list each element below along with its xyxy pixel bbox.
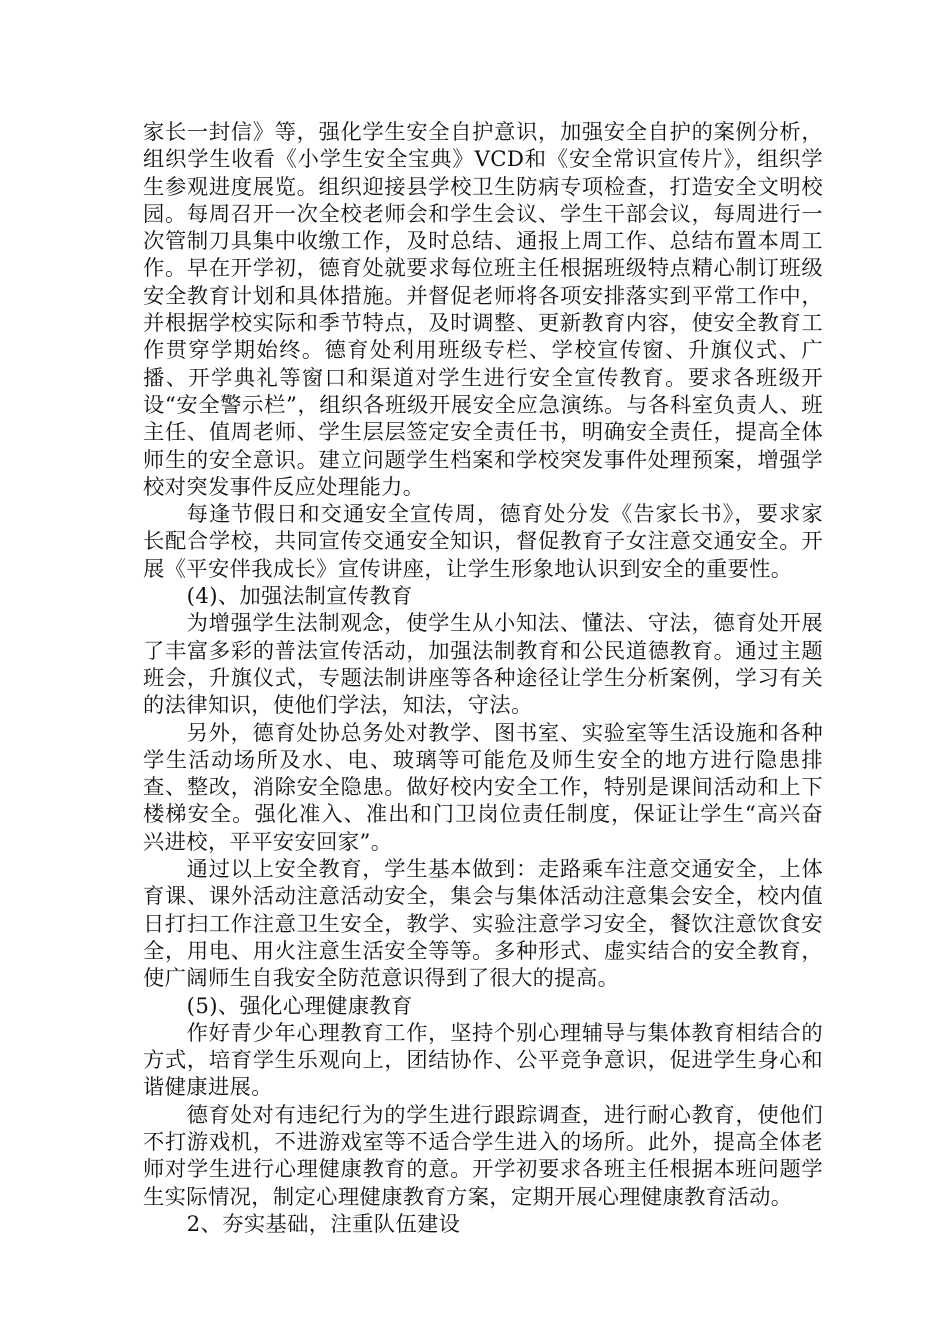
body-paragraph: 另外，德育处协总务处对教学、图书室、实验室等生活设施和各种学生活动场所及水、电、玻璃等可能危及师生安全的地方进行隐患排查、整改，消除安全隐患。做好校内安全工作，特别是课间活动和上下楼梯安全。强化准入、准出和门卫岗位责任制度，保证让学生“高兴奋兴进校，平平安安回家”。 bbox=[143, 720, 823, 855]
document-body bbox=[143, 119, 823, 1238]
body-paragraph: 家长一封信》等，强化学生安全自护意识，加强安全自护的案例分析，组织学生收看《小学生安全宝典》VCD和《安全常识宣传片》，组织学生参观进度展览。组织迎接县学校卫生防病专项检查，打造安全文明校园。每周召开一次全校老师会和学生会议、学生干部会议，每周进行一次管制刀具集中收缴工作，及时总结、通报上周工作、总结布置本周工作。早在开学初，德育处就要求每位班主任根据班级特点精心制订班级安全教育计划和具体措施。并督促老师将各项安排落实到平常工作中，并根据学校实际和季节特点，及时调整、更新教育内容，使安全教育工作贯穿学期始终。德育处利用班级专栏、学校宣传窗、升旗仪式、广播、开学典礼等窗口和渠道对学生进行安全宣传教育。要求各班级开设“安全警示栏”，组织各班级开展安全应急演练。与各科室负责人、班主任、值周老师、学生层层签定安全责任书，明确安全责任，提高全体师生的安全意识。建立问题学生档案和学校突发事件处理预案，增强学校对突发事件反应处理能力。 bbox=[143, 120, 823, 500]
body-paragraph: 为增强学生法制观念，使学生从小知法、懂法、守法，德育处开展了丰富多彩的普法宣传活动，加强法制教育和公民道德教育。通过主题班会，升旗仪式，专题法制讲座等各种途径让学生分析案例，学习有关的法律知识，使他们学法，知法，守法。 bbox=[143, 611, 823, 719]
body-paragraph: 每逢节假日和交通安全宣传周，德育处分发《告家长书》，要求家长配合学校，共同宣传交通安全知识，督促教育子女注意交通安全。开展《平安伴我成长》宣传讲座，让学生形象地认识到安全的重要性。 bbox=[143, 502, 823, 582]
body-paragraph: 德育处对有违纪行为的学生进行跟踪调查，进行耐心教育，使他们不打游戏机，不进游戏室等不适合学生进入的场所。此外，提高全体老师对学生进行心理健康教育的意。开学初要求各班主任根据本班问题学生实际情况，制定心理健康教育方案，定期开展心理健康教育活动。 bbox=[143, 1102, 823, 1210]
section-heading: (5)、强化心理健康教育 bbox=[186, 993, 413, 1019]
body-paragraph: 作好青少年心理教育工作，坚持个别心理辅导与集体教育相结合的方式，培育学生乐观向上，团结协作、公平竞争意识，促进学生身心和谐健康进展。 bbox=[143, 1020, 823, 1101]
section-heading: 2、夯实基础，注重队伍建设 bbox=[186, 1211, 461, 1237]
body-paragraph: 通过以上安全教育，学生基本做到：走路乘车注意交通安全，上体育课、课外活动注意活动安全，集会与集体活动注意集会安全，校内值日打扫工作注意卫生安全，教学、实验注意学习安全，餐饮注意饮食安全，用电、用火注意生活安全等等。多种形式、虚实结合的安全教育，使广阔师生自我安全防范意识得到了很大的提高。 bbox=[143, 857, 823, 992]
section-heading: (4)、加强法制宣传教育 bbox=[186, 584, 413, 610]
